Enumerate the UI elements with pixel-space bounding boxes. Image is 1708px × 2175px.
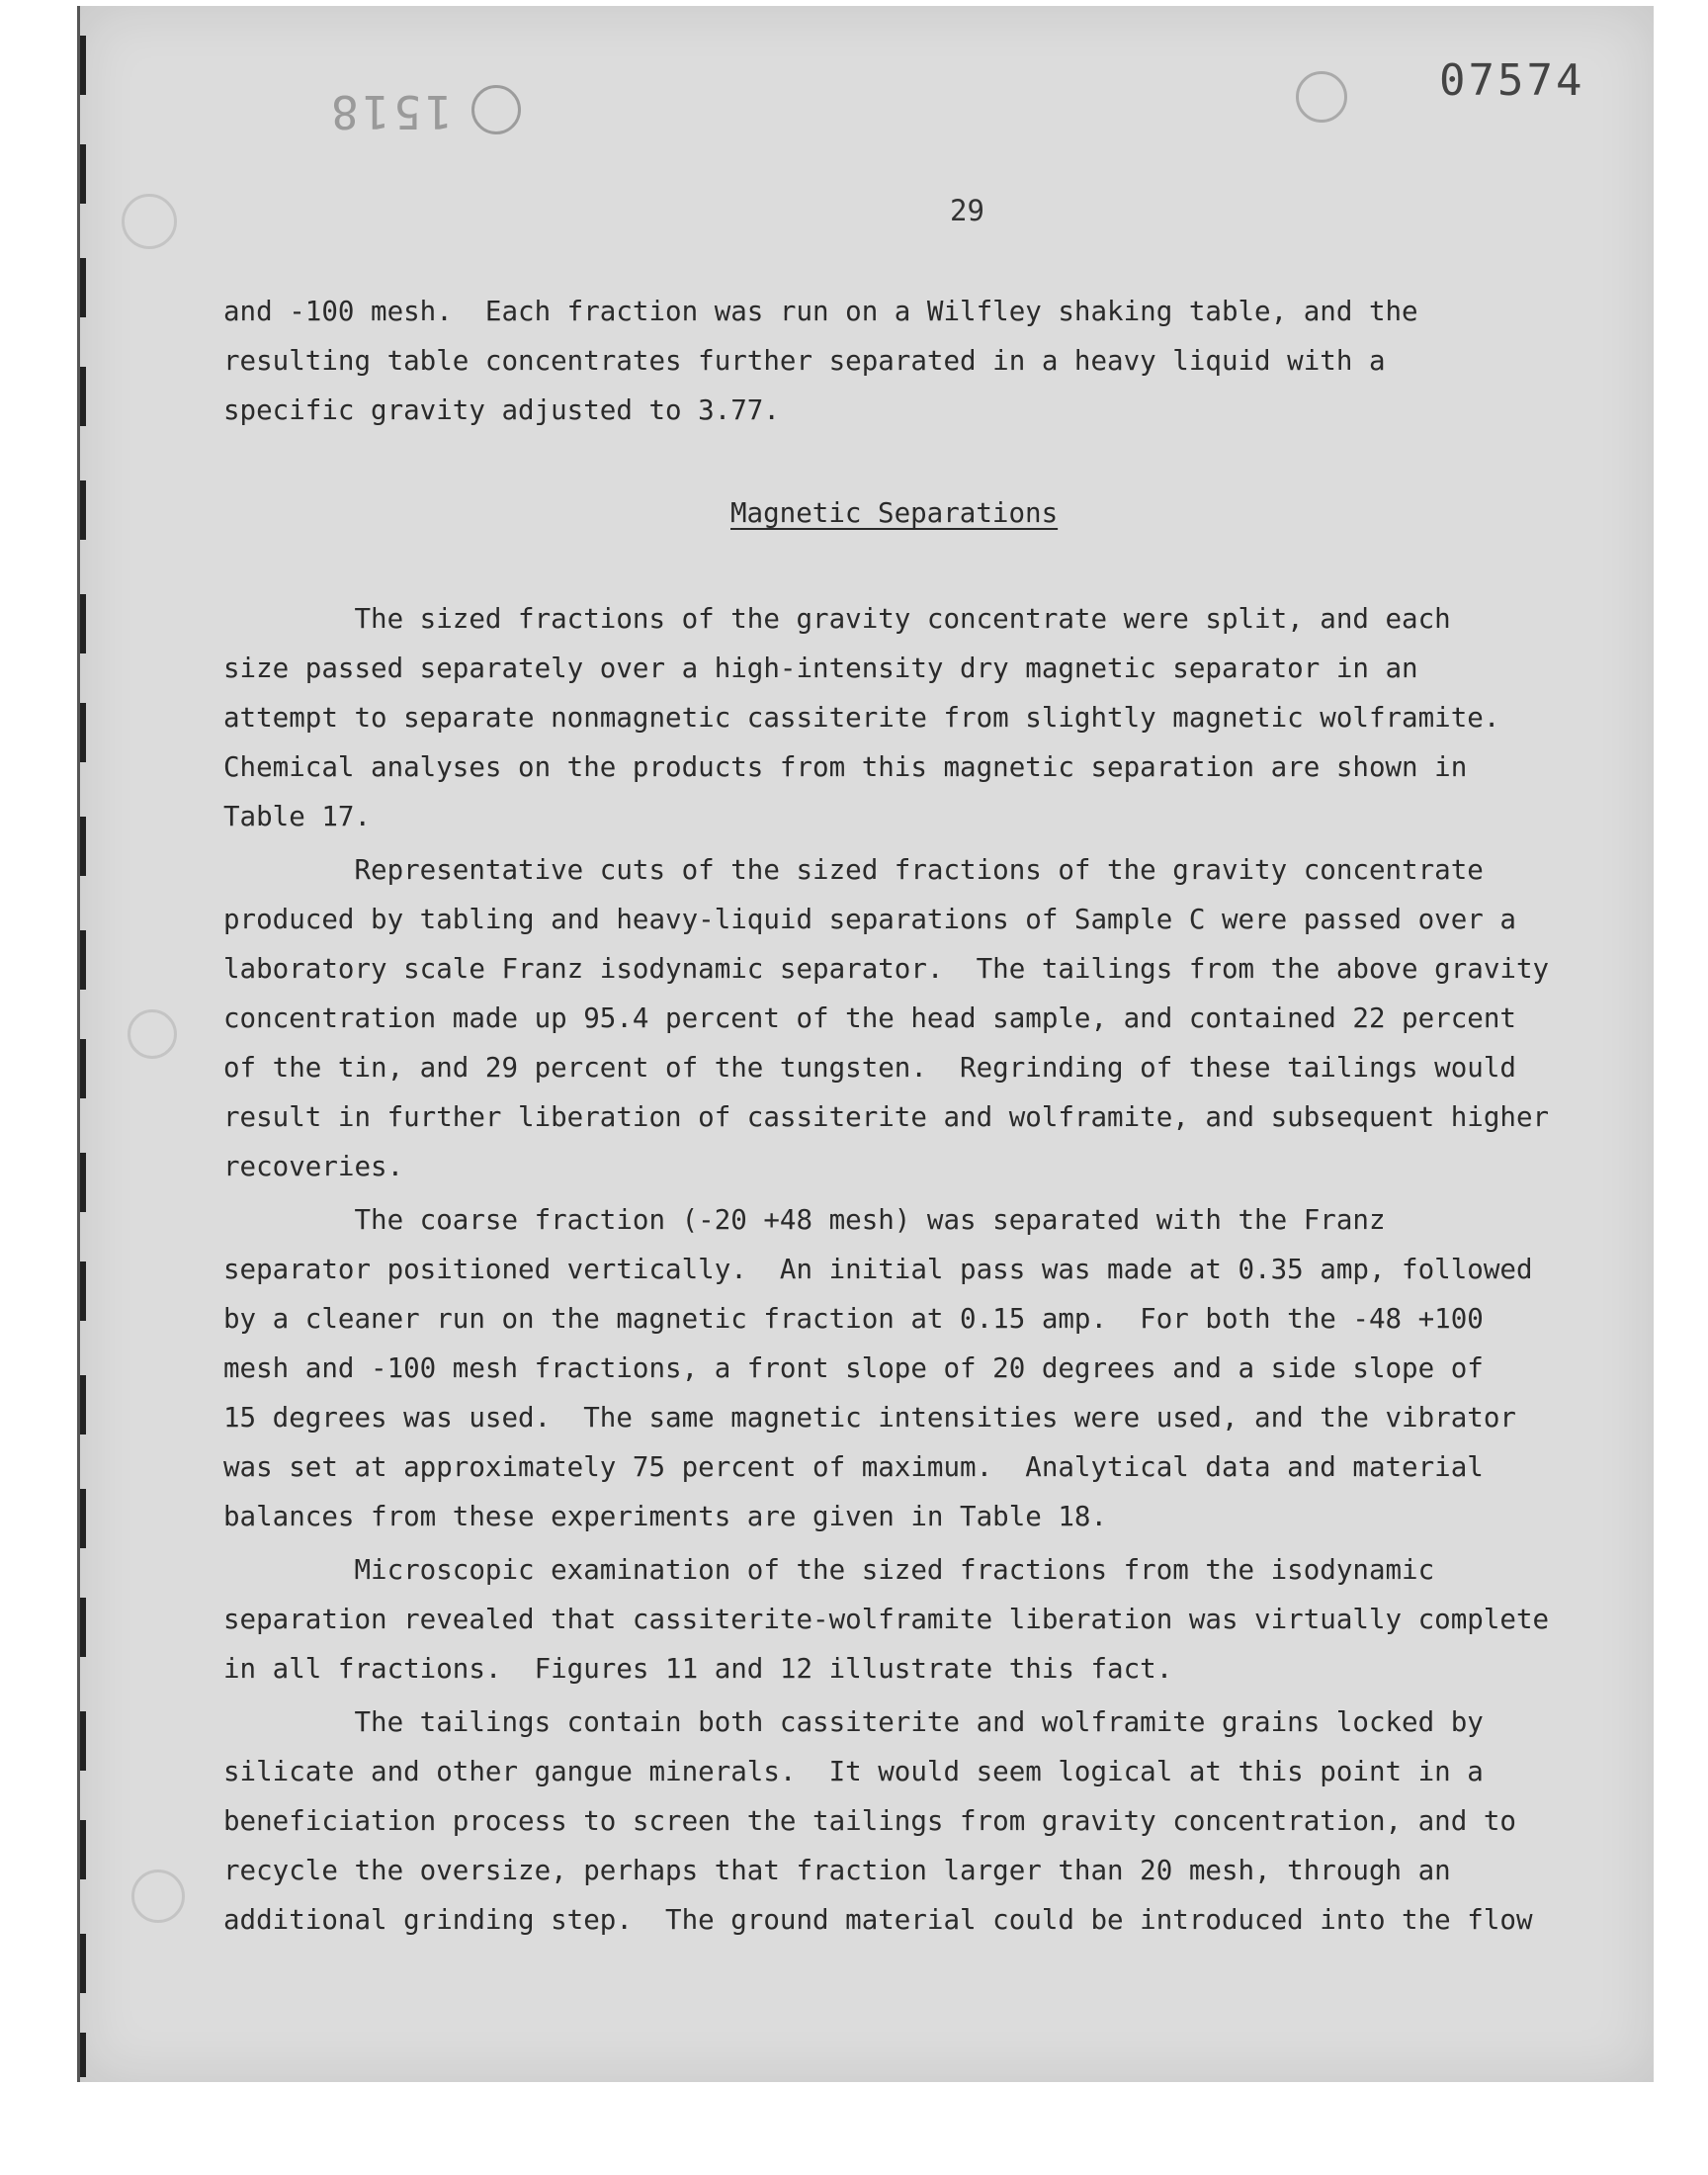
text-line: The tailings contain both cassiterite and wolframite grains locked by xyxy=(223,1706,1484,1738)
serial-punch-hole xyxy=(1296,71,1347,123)
document-page xyxy=(77,6,1654,2082)
text-line: mesh and -100 mesh fractions, a front slope of 20 degrees and a side slope of xyxy=(223,1352,1484,1384)
text-line: additional grinding step. The ground material could be introduced into the flow xyxy=(223,1904,1533,1936)
stamp-circle xyxy=(471,85,521,134)
corner-stamp-number: 1518 xyxy=(327,85,453,138)
text-line: The coarse fraction (-20 +48 mesh) was separated with the Franz xyxy=(223,1204,1386,1236)
text-line: result in further liberation of cassiterite and wolframite, and subsequent higher xyxy=(223,1101,1550,1133)
text-line: recycle the oversize, perhaps that fraction larger than 20 mesh, through an xyxy=(223,1855,1451,1886)
text-line: of the tin, and 29 percent of the tungsten. Regrinding of these tailings would xyxy=(223,1052,1516,1084)
text-line: resulting table concentrates further separated in a heavy liquid with a xyxy=(223,345,1386,377)
page-number: 29 xyxy=(950,194,984,227)
text-line: Representative cuts of the sized fractions of the gravity concentrate xyxy=(223,854,1484,886)
text-line: Chemical analyses on the products from this magnetic separation are shown in xyxy=(223,751,1468,783)
text-line: Table 17. xyxy=(223,801,372,832)
text-line: produced by tabling and heavy-liquid separations of Sample C were passed over a xyxy=(223,904,1516,935)
text-line: size passed separately over a high-intensity dry magnetic separator in an xyxy=(223,652,1418,684)
text-line: recoveries. xyxy=(223,1151,404,1182)
serial-number: 07574 xyxy=(1439,55,1585,106)
section-heading: Magnetic Separations xyxy=(730,497,1059,529)
text-line: attempt to separate nonmagnetic cassiterite from slightly magnetic wolframite. xyxy=(223,702,1500,734)
text-line: concentration made up 95.4 percent of the head sample, and contained 22 percent xyxy=(223,1002,1516,1034)
text-line: was set at approximately 75 percent of maximum. Analytical data and material xyxy=(223,1451,1484,1483)
text-line: separation revealed that cassiterite-wolframite liberation was virtually complete xyxy=(223,1604,1550,1635)
text-line: separator positioned vertically. An initial pass was made at 0.35 amp, followed xyxy=(223,1254,1533,1285)
text-line: by a cleaner run on the magnetic fraction at 0.15 amp. For both the -48 +100 xyxy=(223,1303,1484,1335)
text-line: laboratory scale Franz isodynamic separator. The tailings from the above gravity xyxy=(223,953,1550,985)
text-line: The sized fractions of the gravity concentrate were split, and each xyxy=(223,603,1451,635)
punch-hole-mark xyxy=(122,194,177,249)
binder-punch-marks xyxy=(80,6,92,2082)
text-line: silicate and other gangue minerals. It would seem logical at this point in a xyxy=(223,1756,1484,1787)
text-line: and -100 mesh. Each fraction was run on a Wilfley shaking table, and the xyxy=(223,296,1418,327)
text-line: in all fractions. Figures 11 and 12 illustrate this fact. xyxy=(223,1653,1173,1685)
text-line: Microscopic examination of the sized fractions from the isodynamic xyxy=(223,1554,1435,1586)
text-line: balances from these experiments are given in Table 18. xyxy=(223,1501,1108,1532)
text-line: beneficiation process to screen the tailings from gravity concentration, and to xyxy=(223,1805,1516,1837)
punch-hole-mark xyxy=(131,1870,185,1923)
text-line: 15 degrees was used. The same magnetic intensities were used, and the vibrator xyxy=(223,1402,1516,1434)
punch-hole-mark xyxy=(128,1009,177,1059)
text-line: specific gravity adjusted to 3.77. xyxy=(223,394,780,426)
